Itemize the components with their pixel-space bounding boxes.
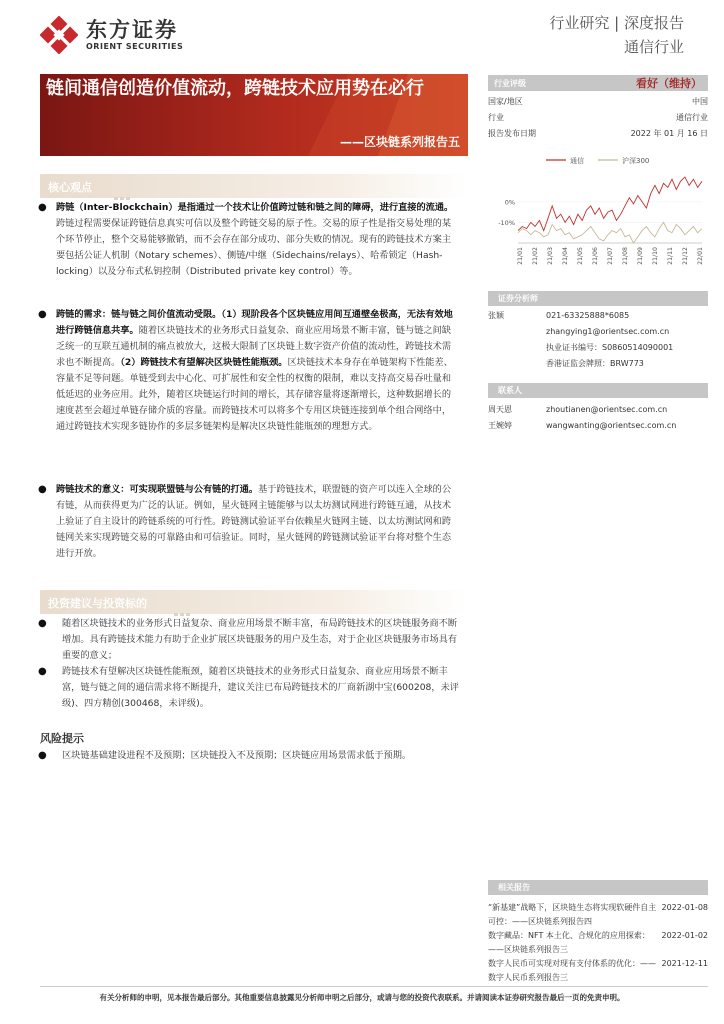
analysts-title: 证券分析师 xyxy=(488,291,708,306)
x-tick-label: 21/07 xyxy=(607,247,614,265)
analysts-section xyxy=(488,291,708,372)
rating-value: 看好（维持） xyxy=(636,77,702,90)
rating-info xyxy=(488,94,708,142)
bullet-icon: ● xyxy=(38,666,47,677)
x-tick-label: 21/11 xyxy=(667,247,674,265)
bullet-icon: ● xyxy=(38,202,47,213)
analyst-row: 执业证书编号：S0860514090001 xyxy=(546,343,674,352)
contacts-section xyxy=(488,383,708,434)
core-paragraph-3: 跨链技术的意义：可实现联盟链与公有链的打通。基于跨链技术，联盟链的资产可以连入全球的公有链，从而获得更为广泛的认证。例如，星火链网主链能够与以太坊测试网进行跨链互通，从技术上验证了自主设计的跨链系统的可行性。跨链测试验证平台依赖星火链网主链、以太坊测试网和跨链网关来实现跨链交易的可靠路由和可信验证。同时，星火链网的跨链测试验证平台将对整个生态进行开放。 xyxy=(56,484,452,559)
bullet-icon: ● xyxy=(38,618,47,629)
industry-name: 通信行业 xyxy=(623,38,684,56)
header-dots-icon xyxy=(174,601,194,605)
info-row-industry: 行业 通信行业 xyxy=(488,113,708,122)
performance-chart-svg xyxy=(488,151,708,281)
bullet-icon: ● xyxy=(38,484,47,495)
related-reports-section xyxy=(488,880,708,985)
x-tick-label: 21/06 xyxy=(592,247,599,265)
bullet-icon: ● xyxy=(38,750,47,761)
x-tick-label: 21/02 xyxy=(532,247,539,265)
x-tick-label: 21/05 xyxy=(577,247,584,265)
related-title: 相关报告 xyxy=(488,880,708,895)
x-tick-label: 21/10 xyxy=(652,247,659,265)
header-dots-icon xyxy=(114,185,134,189)
invest-paragraph-1: 随着区块链技术的业务形式日益复杂、商业应用场景不断丰富，布局跨链技术的区块链服务商不断增加。具有跨链技术能力有助于企业扩展区块链服务的用户及生态，对于企业区块链服务市场具有重要的意义； xyxy=(62,618,458,661)
info-row-region: 国家/地区 中国 xyxy=(488,97,708,106)
logo-mark-icon xyxy=(40,16,78,54)
x-tick-label: 21/08 xyxy=(622,247,629,265)
invest-title: 投资建议与投资标的 xyxy=(48,597,147,610)
legend-label: 通信 xyxy=(570,157,584,165)
x-tick-label: 21/04 xyxy=(562,247,569,265)
x-tick-label: 22/01 xyxy=(697,247,704,265)
invest-paragraph-2: 跨链技术有望解决区块链性能瓶颈，随着区块链技术的业务形式日益复杂、商业应用场景不断丰富，链与链之间的通信需求将不断提升，建议关注已布局跨链技术的厂商新湖中宝(600208，未评级)、四方精创(300468，未评级)。 xyxy=(62,666,459,709)
footer-disclaimer: 有关分析师的申明，见本报告最后部分。其他重要信息披露见分析师申明之后部分，或请与您的投资代表联系。并请阅读本证券研究报告最后一页的免责申明。 xyxy=(99,993,625,1002)
contact-row: 王婉婷 wangwanting@orientsec.com.cn xyxy=(488,421,677,430)
x-tick-label: 21/09 xyxy=(637,247,644,265)
risk-paragraph: 区块链基础建设进程不及预期；区块链投入不及预期；区块链应用场景需求低于预期。 xyxy=(62,750,412,761)
x-tick-label: 21/01 xyxy=(517,247,524,265)
x-tick-label: 21/12 xyxy=(682,247,689,265)
related-report-item[interactable]: 数字藏品：NFT 本土化、合规化的应用探索：——区块链系列报告三 2022-01-02 xyxy=(488,931,708,954)
report-type: 行业研究 | 深度报告 xyxy=(549,14,684,32)
related-report-item[interactable]: “新基建”战略下，区块链生态将实现软硬件自主可控：——区块链系列报告四 2022-01-08 xyxy=(488,903,708,926)
analyst-row: 张颖 021-63325888*6085 xyxy=(488,311,630,320)
core-title: 核心观点 xyxy=(48,181,92,194)
report-type-header xyxy=(549,12,684,60)
report-title: 链间通信创造价值流动，跨链技术应用势在必行 xyxy=(46,78,424,99)
rating-label: 行业评级 xyxy=(494,78,526,88)
legend-label: 沪深300 xyxy=(622,157,650,165)
report-subtitle: ——区块链系列报告五 xyxy=(339,135,460,149)
contact-row: 周天恩 zhoutianen@orientsec.com.cn xyxy=(488,405,668,414)
y-tick-label: 0% xyxy=(504,198,515,207)
invest-section-header xyxy=(40,590,468,614)
bullet-icon: ● xyxy=(38,309,47,320)
footer-divider xyxy=(40,986,708,987)
rating-bar xyxy=(488,75,708,91)
core-paragraph-1: 跨链（Inter-Blockchain）是指通过一个技术让价值跨过链和链之间的障碍，进行直接的流通。跨链过程需要保证跨链信息真实可信以及整个跨链交易的原子性。交易的原子性是指交易处理的某个环节停止，整个交易能够撤销，而不会存在部分成功、部分失败的情况。现有的跨链技术方案主要包括公证人机制（Notary schemes）、侧链/中继（Sidechains/relays）、哈希锁定（Hash-locking）以及分布式私钥控制（Distributed private key control）等。 xyxy=(56,202,454,277)
x-tick-label: 21/03 xyxy=(547,247,554,265)
title-banner xyxy=(40,74,468,156)
core-section-header xyxy=(40,174,468,198)
logo-name-en: ORIENT SECURITIES xyxy=(86,42,184,51)
y-tick-label: -10% xyxy=(498,218,515,227)
company-logo xyxy=(40,14,220,56)
performance-chart xyxy=(488,151,708,281)
core-paragraph-2: 跨链的需求：链与链之间价值流动受限。（1）现阶段各个区块链应用间互通壁垒极高，无法有效地进行跨链信息共享。随着区块链技术的业务形式日益复杂、商业应用场景不断丰富，链与链之间缺乏统一的互联互通机制的痛点被放大，这极大限制了区块链上数字资产价值的流动性，跨链技术需求也不断提高。（2）跨链技术有望解决区块链性能瓶颈。区块链技术本身存在单链架构下性能差、容量不足等问题。单链受到去中心化、可扩展性和安全性的权衡的限制，难以支持高交易吞吐量和低延迟的业务应用。此外，随着区块链运行时间的增长，其存储容量将逐渐增长，这种数据增长的速度甚至会超过单链存储介质的容量。而跨链技术可以将多个专用区块链连接到单个组合网络中，通过跨链技术实现多链协作的多层多链架构是解决区块链性能瓶颈的理想方式。 xyxy=(56,309,453,432)
contacts-title: 联系人 xyxy=(488,383,708,398)
analyst-row: zhangying1@orientsec.com.cn xyxy=(546,327,670,336)
info-row-date: 报告发布日期 2022 年 01 月 16 日 xyxy=(488,129,708,138)
analyst-row: 香港证监会牌照：BRW773 xyxy=(546,359,644,368)
risk-title: 风险提示 xyxy=(40,732,84,745)
related-report-item[interactable]: 数字人民币可实现对现有支付体系的优化：——数字人民币系列报告三 2021-12-11 xyxy=(488,959,708,982)
logo-name-cn: 东方证券 xyxy=(86,18,178,42)
